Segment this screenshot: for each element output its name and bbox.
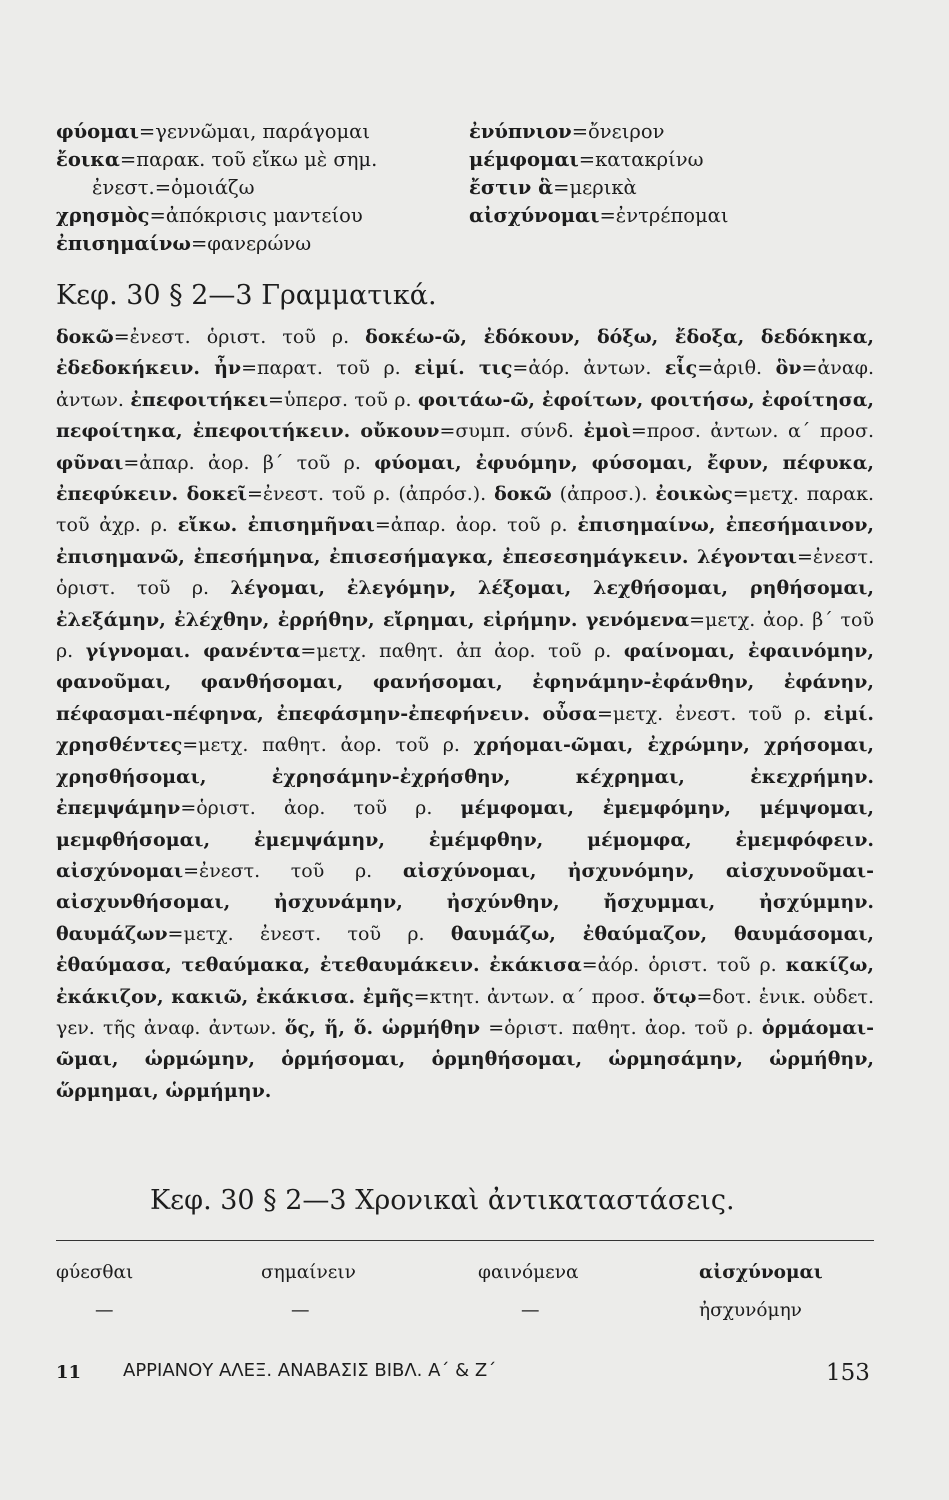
- vocab-term: αἰσχύνομαι: [469, 204, 600, 227]
- grammar-note: =ἀόρ. ὁριστ. τοῦ ρ.: [581, 954, 786, 977]
- vocab-gloss: =μερικὰ: [553, 176, 637, 199]
- vocab-term: μέμφομαι: [469, 148, 579, 171]
- table-cell: φαινόμενα: [478, 1262, 579, 1283]
- grammar-form: ἐμοὶ: [583, 420, 631, 443]
- grammar-note: =ἀόρ. ἀντων.: [512, 357, 665, 380]
- grammar-form: λέγομαι, ἐλεγόμην, λέξομαι, λεχθήσομαι, ρηθήσομαι, ἐλεξάμην, ἐλέχθην, ἐρρήθην, εἴρημαι, εἰρήμην. γενόμενα: [56, 577, 874, 631]
- vocab-gloss: =παρακ. τοῦ εἴκω μὲ σημ.: [119, 148, 378, 171]
- grammar-note: =συμπ. σύνδ.: [439, 420, 584, 443]
- vocab-term: ἔοικα: [56, 148, 120, 171]
- grammar-form: δοκέω-ῶ, ἐδόκουν, δόξω, ἔδοξα, δεδόκηκα, ἐδεδοκήκειν. ἦν: [56, 326, 874, 380]
- grammar-note: =μετχ. ἀορ. β΄ τοῦ ρ.: [56, 608, 874, 663]
- vocab-entry: [56, 174, 377, 202]
- vocab-entry: [469, 202, 729, 230]
- vocab-gloss: =ἀπόκρισις μαντείου: [149, 204, 363, 227]
- grammar-note: =ἀναφ. ἀντων.: [56, 357, 875, 411]
- grammar-form: γίγνομαι. φανέντα: [85, 640, 301, 663]
- grammar-body: [56, 322, 874, 1107]
- vocab-term: ἐπισημαίνω: [56, 232, 191, 255]
- grammar-form: δοκῶ: [56, 326, 114, 348]
- divider-rule: [56, 1240, 874, 1241]
- grammar-form: φαίνομαι, ἐφαινόμην, φανοῦμαι, φανθήσομαι, φανήσομαι, ἐφηνάμην-ἐφάνθην, ἐφάνην, πέφασμαι-πέφηνα, ἐπεφάσμην-ἐπεφήνειν. οὖσα: [56, 640, 874, 725]
- vocab-entry: [469, 118, 729, 146]
- grammar-note: =προσ. ἀντων. α΄ προσ.: [630, 420, 874, 443]
- grammar-heading: Κεφ. 30 § 2—3 Γραμματικά.: [56, 280, 437, 311]
- grammar-note: =ἐνεστ. τοῦ ρ. (ἀπρόσ.).: [246, 483, 495, 506]
- table-dash: —: [95, 1300, 114, 1321]
- grammar-form: χρήομαι-ῶμαι, ἐχρώμην, χρήσομαι, χρησθήσομαι, ἐχρησάμην-ἐχρήσθην, κέχρημαι, ἐκεχρήμην. ἐπεμψάμην: [56, 734, 875, 820]
- vocab-entry: [469, 146, 729, 174]
- grammar-note: =δοτ. ἑνικ. οὐδετ. γεν. τῆς ἀναφ. ἀντων.: [56, 985, 874, 1039]
- grammar-form: φῦναι: [56, 451, 124, 474]
- grammar-note: =μετχ. παρακ. τοῦ ἀχρ. ρ.: [56, 483, 875, 537]
- vocab-entry: [56, 118, 377, 146]
- grammar-note: =ὑπερσ. τοῦ ρ.: [268, 388, 418, 411]
- grammar-note: =μετχ. παθητ. ἀπ ἀορ. τοῦ ρ.: [300, 640, 624, 663]
- grammar-note: =κτητ. ἀντων. α΄ προσ.: [413, 985, 653, 1008]
- table-cell: ἠσχυνόμην: [699, 1300, 802, 1321]
- grammar-note: =ἀπαρ. ἀορ. τοῦ ρ.: [374, 514, 578, 537]
- vocab-gloss: ἐνεστ.=ὁμοιάζω: [92, 176, 255, 199]
- table-cell: φύεσθαι: [56, 1262, 134, 1283]
- grammar-form: αἰσχύνομαι, ἠσχυνόμην, αἰσχυνοῦμαι-αἰσχυνθήσομαι, ἠσχυνάμην, ἠσχύνθην, ἤσχυμμαι, ἠσχύμμην. θαυμάζων: [56, 859, 875, 945]
- table-dash: —: [291, 1300, 310, 1321]
- grammar-form: εἰμί. χρησθέντες: [56, 702, 874, 757]
- footer-title: ΑΡΡΙΑΝΟΥ ΑΛΕΞ. ΑΝΑΒΑΣΙΣ ΒΙΒΛ. Α΄ & Ζ΄: [123, 1360, 497, 1381]
- grammar-note: =μετχ. ἐνεστ. τοῦ ρ.: [167, 922, 451, 945]
- grammar-note: =παρατ. τοῦ ρ.: [241, 357, 415, 380]
- grammar-form: μέμφομαι, ἐμεμφόμην, μέμψομαι, μεμφθήσομαι, ἐμεμψάμην, ἐμέμφθην, μέμομφα, ἐμεμφόφειν. αἰσχύνομαι: [56, 797, 874, 882]
- grammar-form: θαυμάζω, ἐθαύμαζον, θαυμάσομαι, ἐθαύμασα, τεθαύμακα, ἐτεθαυμάκειν. ἐκάκισα: [56, 922, 875, 977]
- vocab-term: ἔστιν ἃ: [469, 176, 554, 199]
- table-dash: —: [521, 1300, 540, 1321]
- grammar-form: εἷς: [664, 357, 698, 380]
- grammar-note: (ἀπροσ.).: [551, 483, 656, 506]
- vocab-gloss: =ἐντρέπομαι: [599, 204, 729, 227]
- grammar-note: =μετχ. ἐνεστ. τοῦ ρ.: [597, 702, 824, 725]
- vocab-entry: [56, 146, 377, 174]
- grammar-note: =ἐνεστ. ὁριστ. τοῦ ρ.: [113, 326, 366, 348]
- vocab-entry: [469, 174, 729, 202]
- vocab-entry: [56, 230, 377, 258]
- grammar-form: ἐοικὼς: [655, 483, 733, 506]
- page-number: 153: [826, 1360, 870, 1386]
- vocabulary-right-column: [469, 118, 729, 230]
- vocab-gloss: =φανερώνω: [190, 232, 312, 255]
- vocab-entry: [56, 202, 377, 230]
- vocab-term: φύομαι: [56, 120, 139, 143]
- grammar-form: φοιτάω-ῶ, ἐφοίτων, φοιτήσω, ἐφοίτησα, πεφοίτηκα, ἐπεφοιτήκειν. οὔκουν: [56, 388, 875, 443]
- table-cell: [699, 1262, 823, 1283]
- grammar-note: =ὁριστ. ἀορ. τοῦ ρ.: [180, 797, 461, 820]
- grammar-form: εἰμί. τις: [414, 357, 513, 380]
- tense-substitution-heading: Κεφ. 30 § 2—3 Χρονικαὶ ἀντικαταστάσεις.: [150, 1185, 735, 1216]
- grammar-form: ὅς, ἥ, ὅ. ὡρμήθην: [284, 1016, 480, 1039]
- grammar-note: =ἐνεστ. ὁριστ. τοῦ ρ.: [56, 545, 874, 600]
- vocab-gloss: =κατακρίνω: [578, 148, 704, 171]
- grammar-form: φύομαι, ἐφυόμην, φύσομαι, ἔφυν, πέφυκα, ἐπεφύκειν. δοκεῖ: [56, 451, 874, 506]
- grammar-form: ὅτῳ: [652, 985, 697, 1008]
- grammar-form: ἐπισημαίνω, ἐπεσήμαινον, ἐπισημανῶ, ἐπεσήμηνα, ἐπισεσήμαγκα, ἐπεσεσημάγκειν. λέγονται: [56, 514, 875, 568]
- grammar-form: ὃν: [775, 357, 802, 380]
- table-cell-bold: αἰσχύνομαι: [699, 1262, 823, 1283]
- grammar-note: =ὁριστ. παθητ. ἀορ. τοῦ ρ.: [480, 1016, 762, 1039]
- footer-number: 11: [56, 1362, 82, 1383]
- grammar-form: δοκῶ: [494, 483, 552, 506]
- grammar-form: ἐπεφοιτήκει: [130, 388, 269, 411]
- vocabulary-left-column: [56, 118, 377, 258]
- grammar-note: =ἀριθ.: [697, 357, 776, 380]
- vocab-term: χρησμὸς: [56, 204, 150, 227]
- grammar-form: εἴκω. ἐπισημῆναι: [177, 514, 375, 537]
- table-cell: σημαίνειν: [261, 1262, 356, 1283]
- grammar-note: =ἐνεστ. τοῦ ρ.: [183, 859, 403, 882]
- grammar-paragraph: [56, 322, 874, 1107]
- vocab-gloss: =γεννῶμαι, παράγομαι: [138, 120, 370, 143]
- grammar-note: =ἀπαρ. ἀορ. β΄ τοῦ ρ.: [123, 451, 375, 474]
- grammar-note: =μετχ. παθητ. ἀορ. τοῦ ρ.: [182, 734, 474, 757]
- vocab-term: ἐνύπνιον: [469, 120, 572, 143]
- vocab-gloss: =ὄνειρον: [571, 120, 665, 143]
- grammar-form: ὁρμάομαι-ῶμαι, ὡρμώμην, ὁρμήσομαι, ὁρμηθήσομαι, ὡρμησάμην, ὡρμήθην, ὥρμημαι, ὡρμήμην.: [56, 1016, 874, 1102]
- grammar-form: κακίζω, ἐκάκιζον, κακιῶ, ἐκάκισα. ἐμῆς: [56, 954, 874, 1008]
